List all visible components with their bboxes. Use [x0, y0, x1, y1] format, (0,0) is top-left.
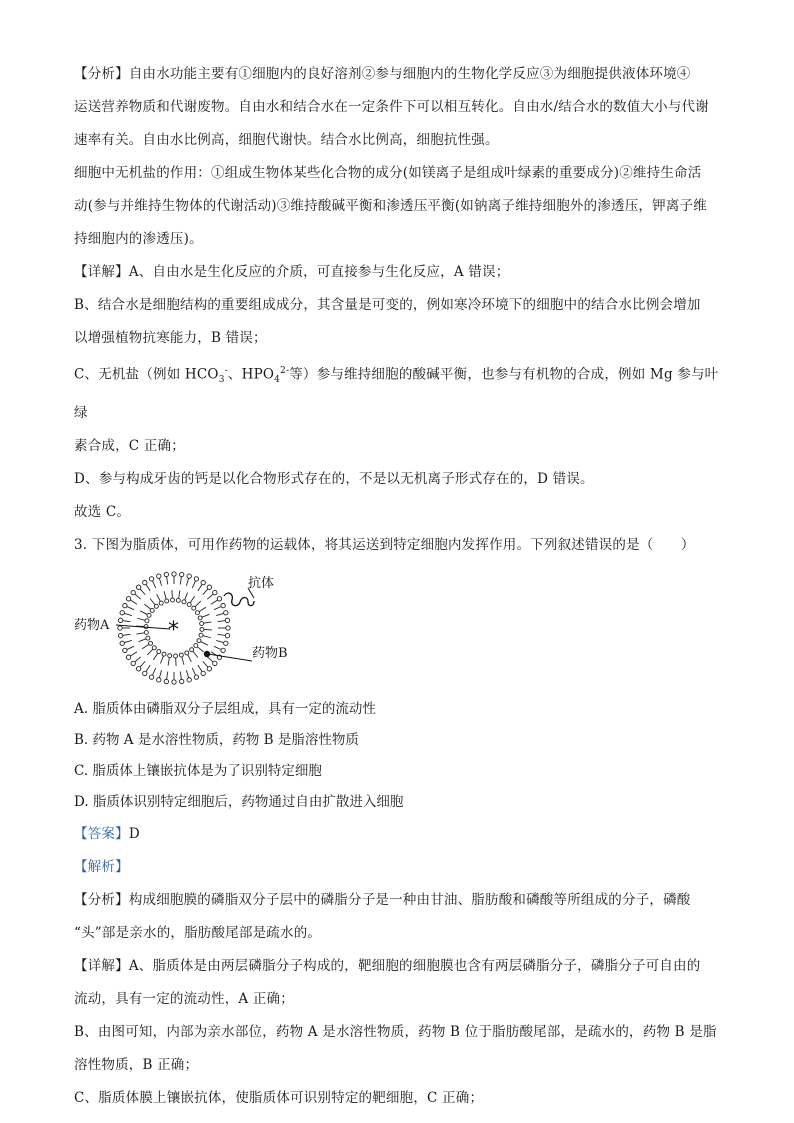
- phospholipid-tail: [124, 641, 132, 643]
- phospholipid-head: [165, 599, 169, 603]
- antibody-squiggle-icon: [224, 593, 254, 606]
- phospholipid-tail: [180, 672, 181, 680]
- phospholipid-tail: [197, 647, 203, 652]
- option-d: D. 脂质体识别特定细胞后，药物通过自由扩散进入细胞: [74, 794, 404, 811]
- phospholipid-tail: [193, 651, 198, 657]
- antibody-label: 抗体: [248, 576, 275, 592]
- phospholipid-tail: [186, 578, 188, 586]
- formula-text: 等）参与维持细胞的酸碱平衡，也参与有机物的合成，例如 Mg 参与叶绿: [74, 366, 719, 422]
- phospholipid-tail: [202, 614, 209, 617]
- phospholipid-head: [144, 631, 148, 635]
- phospholipid-tail: [127, 607, 134, 610]
- phospholipid-head: [185, 651, 189, 655]
- analysis-line: 自由水功能主要有①细胞内的良好溶剂②参与细胞内的生物化学反应③为细胞提供液体环境④: [128, 66, 691, 82]
- phospholipid-tail: [147, 649, 153, 655]
- phospholipid-head: [143, 671, 147, 675]
- phospholipid-tail: [146, 584, 150, 591]
- phospholipid-tail: [192, 581, 195, 588]
- drug-b-pointer: [208, 654, 252, 661]
- formula-text: 、HPO: [227, 366, 275, 383]
- drug-a-star-icon: *: [168, 618, 179, 644]
- phospholipid-tail: [123, 634, 131, 635]
- option-b: B. 药物 A 是水溶性物质，药物 B 是脂溶性物质: [74, 732, 359, 749]
- choose-line: 故选 C。: [74, 504, 131, 521]
- phospholipid-tail: [204, 622, 212, 623]
- phospholipid-head: [224, 641, 228, 645]
- phospholipid-head: [118, 634, 122, 638]
- phospholipid-head: [143, 581, 147, 585]
- phospholipid-head: [194, 577, 198, 581]
- phospholipid-head: [226, 626, 230, 630]
- phospholipid-head: [162, 652, 166, 656]
- phospholipid-head: [118, 618, 122, 622]
- analysis-line: 速率有关。自由水比例高，细胞代谢快。结合水比例高，细胞抗性强。: [74, 132, 499, 148]
- phospholipid-tail: [180, 577, 181, 585]
- phospholipid-head: [200, 628, 204, 632]
- drug-b-label: 药物B: [252, 646, 288, 662]
- phospholipid-tail: [144, 604, 150, 609]
- detail-line: B、结合水是细胞结构的重要组成成分，其含量是可变的，例如寒冷环境下的细胞中的结合水比例会增加: [74, 297, 701, 313]
- phospholipid-head: [123, 648, 127, 652]
- phospholipid-head: [198, 616, 202, 620]
- phospholipid-tail: [136, 633, 144, 634]
- explain-tag: 【解析】: [74, 859, 129, 876]
- phospholipid-tail: [130, 600, 137, 604]
- phospholipid-tail: [182, 657, 184, 665]
- phospholipid-head: [172, 572, 176, 576]
- analysis-tag: 【分析】: [74, 892, 129, 909]
- phospholipid-tail: [137, 618, 145, 620]
- phospholipid-head: [201, 671, 205, 675]
- phospholipid-tail: [179, 591, 180, 599]
- phospholipid-tail: [135, 657, 141, 662]
- phospholipid-tail: [135, 594, 141, 599]
- phospholipid-head: [221, 604, 225, 608]
- phospholipid-tail: [216, 641, 224, 643]
- phospholipid-head: [179, 679, 183, 683]
- phospholipid-head: [225, 634, 229, 638]
- phospholipid-head: [157, 650, 161, 654]
- phospholipid-head: [174, 654, 178, 658]
- phospholipid-tail: [188, 655, 192, 662]
- phospholipid-tail: [140, 611, 147, 615]
- phospholipid-tail: [157, 594, 161, 601]
- subscript: 4: [274, 375, 281, 386]
- phospholipid-tail: [203, 636, 211, 638]
- phospholipid-tail: [142, 645, 149, 649]
- phospholipid-tail: [190, 596, 194, 603]
- phospholipid-head: [201, 581, 205, 585]
- detail-line-with-formula: [74, 355, 724, 430]
- phospholipid-head: [123, 604, 127, 608]
- phospholipid-head: [194, 675, 198, 679]
- phospholipid-tail: [152, 668, 155, 675]
- phospholipid-head: [197, 639, 201, 643]
- phospholipid-head: [225, 618, 229, 622]
- subscript: 3: [218, 375, 225, 386]
- option-c: C. 脂质体上镶嵌抗体是为了识别特定细胞: [74, 763, 322, 780]
- phospholipid-tail: [211, 600, 218, 604]
- phospholipid-head: [152, 646, 156, 650]
- detail-line: B、由图可知，内部为亲水部位，药物 A 是水溶性物质，药物 B 位于脂肪酸尾部，是疏水的，药物 B 是脂: [74, 1024, 717, 1041]
- phospholipid-head: [187, 678, 191, 682]
- detail-line: A、脂质体是由两层磷脂分子构成的，靶细胞的细胞膜也含有两层磷脂分子，磷脂分子可自由的: [128, 958, 701, 975]
- phospholipid-head: [221, 648, 225, 652]
- detail-line: A、自由水是生化反应的介质，可直接参与生化反应，A 错误；: [128, 264, 510, 280]
- phospholipid-head: [195, 611, 199, 615]
- phospholipid-head: [146, 636, 150, 640]
- answer-tag: 【答案】: [74, 826, 129, 843]
- analysis-paragraph-1: [74, 58, 724, 91]
- phospholipid-head: [168, 654, 172, 658]
- phospholipid-head: [145, 619, 149, 623]
- detail-line: 溶性物质，B 正确；: [74, 1057, 199, 1074]
- phospholipid-tail: [218, 634, 226, 635]
- phospholipid-head: [149, 577, 153, 581]
- phospholipid-tail: [167, 577, 168, 585]
- phospholipid-head: [147, 614, 151, 618]
- phospholipid-tail: [159, 578, 161, 586]
- phospholipid-head: [200, 622, 204, 626]
- detail-tag: 【详解】: [74, 264, 129, 280]
- phospholipid-tail: [218, 621, 226, 622]
- phospholipid-tail: [127, 646, 134, 649]
- phospholipid-tail: [164, 592, 166, 600]
- phospholipid-tail: [199, 607, 206, 611]
- phospholipid-tail: [130, 652, 137, 656]
- phospholipid-tail: [167, 672, 168, 680]
- phospholipid-head: [199, 633, 203, 637]
- phospholipid-tail: [160, 656, 163, 663]
- phospholipid-tail: [168, 658, 169, 666]
- superscript: 2-: [280, 366, 290, 376]
- phospholipid-tail: [214, 646, 221, 649]
- phospholipid-head: [172, 680, 176, 684]
- phospholipid-tail: [153, 653, 157, 660]
- phospholipid-tail: [152, 581, 155, 588]
- formula-text: C、无机盐（例如 HCO: [74, 366, 219, 383]
- phospholipid-head: [157, 678, 161, 682]
- phospholipid-head: [126, 655, 130, 659]
- phospholipid-tail: [124, 614, 132, 616]
- phospholipid-head: [154, 604, 158, 608]
- analysis-line: 细胞中无机盐的作用：①组成生物体某些化合物的成分(如镁离子是组成叶绿素的重要成分)②维持生命活: [74, 165, 702, 181]
- phospholipid-tail: [214, 607, 221, 610]
- analysis-line: 持细胞内的渗透压)。: [74, 231, 203, 247]
- phospholipid-tail: [207, 594, 213, 599]
- detail-line: 素合成，C 正确；: [74, 438, 185, 455]
- detail-paragraph-2: [74, 950, 724, 983]
- phospholipid-head: [164, 679, 168, 683]
- analysis-line: “头”部是亲水的，脂肪酸尾部是疏水的。: [74, 925, 322, 942]
- document-page: [74, 58, 724, 1115]
- superscript: -: [224, 366, 228, 376]
- detail-line: D、参与构成牙齿的钙是以化合物形式存在的，不是以无机离子形式存在的，D 错误。: [74, 471, 594, 488]
- analysis-line: 运送营养物质和代谢废物。自由水和结合水在一定条件下可以相互转化。自由水/结合水的数值大小与代谢: [74, 99, 709, 115]
- phospholipid-head: [194, 644, 198, 648]
- phospholipid-head: [224, 611, 228, 615]
- detail-tag: 【详解】: [74, 958, 129, 975]
- phospholipid-head: [149, 675, 153, 679]
- phospholipid-head: [182, 600, 186, 604]
- phospholipid-tail: [203, 661, 208, 667]
- phospholipid-tail: [216, 614, 224, 616]
- phospholipid-head: [164, 573, 168, 577]
- phospholipid-tail: [159, 670, 161, 678]
- phospholipid-head: [144, 625, 148, 629]
- phospholipid-tail: [203, 589, 208, 595]
- detail-line: 流动，具有一定的流动性，A 正确；: [74, 991, 294, 1008]
- phospholipid-head: [159, 601, 163, 605]
- answer-value: D: [128, 826, 140, 843]
- phospholipid-tail: [195, 601, 201, 607]
- analysis-tag: 【分析】: [74, 66, 129, 82]
- analysis-line: 构成细胞膜的磷脂双分子层中的磷脂分子是一种由甘油、脂肪酸和磷酸等所组成的分子，磷酸: [128, 892, 691, 909]
- phospholipid-head: [170, 598, 174, 602]
- phospholipid-tail: [139, 639, 146, 642]
- phospholipid-head: [187, 603, 191, 607]
- liposome-figure: [74, 568, 314, 690]
- phospholipid-head: [118, 626, 122, 630]
- phospholipid-head: [190, 648, 194, 652]
- detail-paragraph-1: [74, 256, 724, 289]
- phospholipid-head: [120, 611, 124, 615]
- phospholipid-tail: [140, 661, 145, 667]
- phospholipid-head: [179, 573, 183, 577]
- liposome-diagram: [74, 568, 314, 690]
- phospholipid-tail: [192, 668, 195, 675]
- phospholipid-head: [157, 574, 161, 578]
- phospholipid-head: [187, 574, 191, 578]
- drug-a-label: 药物A: [74, 618, 110, 634]
- question-stem: 3. 下图为脂质体，可用作药物的运载体，将其运送到特定细胞内发挥作用。下列叙述错误的是（ ）: [74, 537, 695, 554]
- analysis-paragraph-2: [74, 884, 724, 917]
- phospholipid-head: [126, 597, 130, 601]
- phospholipid-head: [150, 609, 154, 613]
- phospholipid-head: [176, 599, 180, 603]
- phospholipid-head: [120, 641, 124, 645]
- phospholipid-tail: [186, 670, 188, 678]
- answer-line: [74, 818, 724, 851]
- phospholipid-head: [179, 653, 183, 657]
- phospholipid-tail: [185, 593, 188, 600]
- phospholipid-tail: [198, 665, 202, 672]
- option-a: A. 脂质体由磷脂双分子层组成，具有一定的流动性: [74, 701, 376, 718]
- phospholipid-head: [217, 597, 221, 601]
- phospholipid-tail: [146, 665, 150, 672]
- phospholipid-tail: [140, 589, 145, 595]
- phospholipid-tail: [198, 584, 202, 591]
- phospholipid-tail: [123, 621, 131, 622]
- phospholipid-tail: [150, 599, 155, 605]
- detail-line: 以增强植物抗寒能力，B 错误；: [74, 330, 267, 346]
- analysis-line: 动(参与并维持生物体的代谢活动)③维持酸碱平衡和渗透压平衡(如钠离子维持细胞外的渗透压，钾离子维: [74, 198, 707, 214]
- phospholipid-head: [149, 641, 153, 645]
- phospholipid-head: [192, 606, 196, 610]
- phospholipid-tail: [207, 657, 213, 662]
- phospholipid-tail: [201, 642, 208, 646]
- detail-line: C、脂质体膜上镶嵌抗体，使脂质体可识别特定的靶细胞，C 正确；: [74, 1090, 484, 1107]
